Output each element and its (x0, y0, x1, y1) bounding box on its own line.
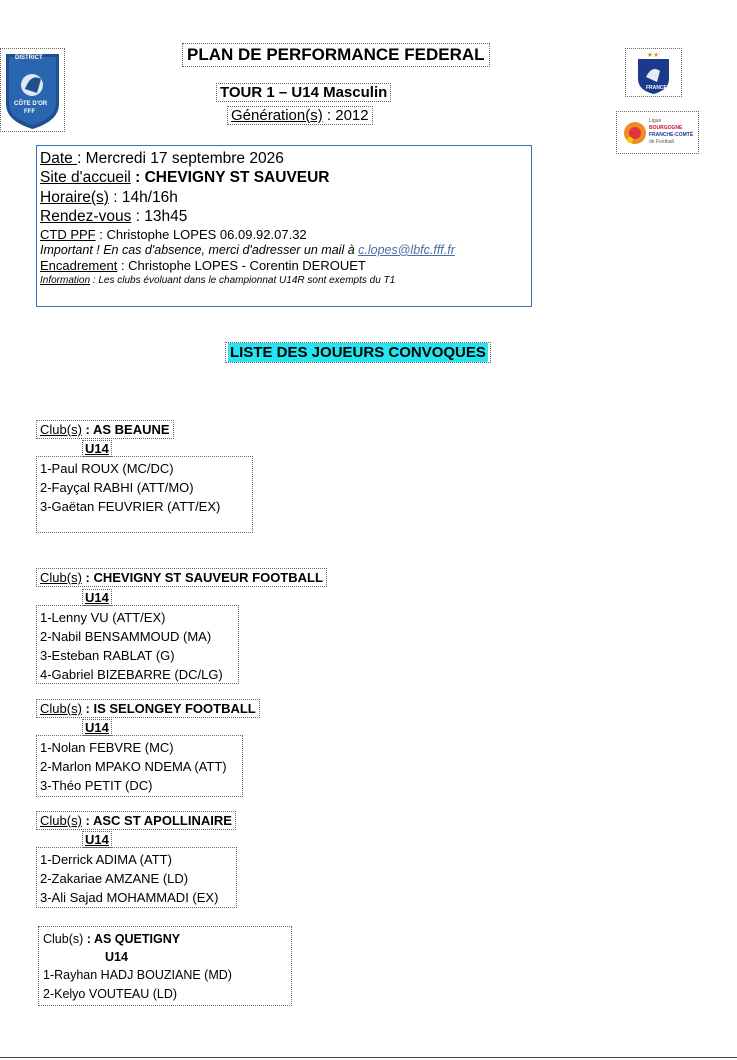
ligue-logo-line3: FRANCHE-COMTÉ (649, 132, 694, 138)
player-item: 3-Théo PETIT (DC) (40, 778, 153, 793)
encadrement-value: : Christophe LOPES - Corentin DEROUET (117, 258, 366, 274)
info-information (40, 275, 528, 288)
player-item: 2-Nabil BENSAMMOUD (MA) (40, 629, 212, 644)
club-label: Club(s) (40, 570, 82, 585)
info-ctd (40, 227, 528, 243)
ligue-logo-line1: Ligue (649, 118, 662, 124)
club-header-5 (43, 930, 287, 948)
district-logo-top: DISTRICT (15, 55, 43, 61)
information-value: : Les clubs évoluant dans le championnat U14R sont exempts du T1 (90, 274, 396, 286)
site-value: : CHEVIGNY ST SAUVEUR (130, 169, 330, 187)
players-list-title (225, 342, 491, 363)
club-players-4 (36, 847, 237, 908)
club-category-3: U14 (82, 719, 112, 736)
club-players-2 (36, 605, 239, 684)
player-item: 1-Nolan FEBVRE (MC) (40, 740, 174, 755)
svg-text:★★: ★★ (646, 52, 660, 59)
date-label: Date (40, 150, 78, 167)
site-label: Site d'accueil (40, 169, 131, 187)
tour-title: TOUR 1 – U14 Masculin (216, 83, 391, 102)
page-bottom-divider (0, 1057, 737, 1058)
club-players-3 (36, 735, 243, 797)
district-logo-fff: FFF (24, 109, 35, 115)
player-item: 4-Gabriel BIZEBARRE (DC/LG) (40, 667, 223, 682)
club-header-1 (36, 420, 174, 439)
club-category-5: U14 (105, 950, 128, 964)
club-name: : AS BEAUNE (81, 422, 170, 437)
info-encadrement (40, 258, 528, 274)
player-item: 1-Rayhan HADJ BOUZIANE (MD) (43, 968, 232, 982)
ligue-logo-line2: BOURGOGNE (649, 125, 683, 131)
club-header-2 (36, 568, 327, 587)
generation-value: : 2012 (322, 107, 369, 124)
date-value: : Mercredi 17 septembre 2026 (77, 150, 284, 167)
club-category-1: U14 (82, 440, 112, 457)
info-important (40, 243, 528, 259)
player-item: 1-Lenny VU (ATT/EX) (40, 610, 166, 625)
fff-logo-text: FRANCE (646, 85, 667, 91)
player-item: 3-Ali Sajad MOHAMMADI (EX) (40, 890, 219, 905)
info-date (40, 149, 528, 168)
club-name: : ASC ST APOLLINAIRE (81, 813, 232, 828)
club-category-4: U14 (82, 831, 112, 848)
club-header-3 (36, 699, 260, 718)
club-label: Club(s) (40, 701, 82, 716)
info-horaires (40, 188, 528, 207)
horaires-label: Horaire(s) (40, 188, 109, 206)
player-item: 2-Kelyo VOUTEAU (LD) (43, 987, 178, 1001)
info-site (40, 168, 528, 187)
club-name: : AS QUETIGNY (83, 932, 181, 946)
player-item: 2-Fayçal RABHI (ATT/MO) (40, 480, 194, 495)
club-box-5 (38, 926, 292, 1006)
player-item: 1-Paul ROUX (MC/DC) (40, 461, 174, 476)
encadrement-label: Encadrement (40, 258, 118, 274)
club-category-2: U14 (82, 589, 112, 606)
player-item: 3-Gaëtan FEUVRIER (ATT/EX) (40, 499, 221, 514)
important-text: Important ! En cas d'absence, merci d'adresser un mail à (40, 242, 359, 257)
ctd-value: : Christophe LOPES 06.09.92.07.32 (95, 226, 307, 242)
player-item: 2-Marlon MPAKO NDEMA (ATT) (40, 759, 227, 774)
contact-email-link[interactable]: c.lopes@lbfc.fff.fr (358, 242, 455, 257)
district-logo (1, 49, 64, 131)
players-list-title-text: LISTE DES JOUEURS CONVOQUES (230, 344, 486, 361)
rdv-value: : 13h45 (131, 208, 188, 226)
club-name: : IS SELONGEY FOOTBALL (81, 701, 256, 716)
ligue-logo-frame (616, 111, 699, 154)
player-item: 1-Derrick ADIMA (ATT) (40, 852, 172, 867)
page-title: PLAN DE PERFORMANCE FEDERAL (182, 43, 490, 67)
player-item: 3-Esteban RABLAT (G) (40, 648, 175, 663)
generation-label: Génération(s) (231, 107, 323, 124)
player-item: 2-Zakariae AMZANE (LD) (40, 871, 189, 886)
district-logo-frame (0, 48, 65, 132)
generation-line (227, 106, 373, 125)
ctd-label: CTD PPF (40, 226, 96, 242)
club-players-1 (36, 456, 253, 533)
district-logo-region: CÔTE D'OR (14, 101, 48, 107)
fff-logo-frame (625, 48, 682, 97)
info-rdv (40, 207, 528, 226)
club-label: Club(s) (43, 932, 84, 946)
information-label: Information (40, 274, 91, 286)
club-label: Club(s) (40, 813, 82, 828)
rdv-label: Rendez-vous (40, 208, 132, 226)
horaires-value: : 14h/16h (108, 188, 178, 206)
club-label: Club(s) (40, 422, 82, 437)
info-box (36, 145, 532, 307)
club-name: : CHEVIGNY ST SAUVEUR FOOTBALL (81, 570, 323, 585)
club-header-4 (36, 811, 236, 830)
ligue-logo-line4: de Football (649, 139, 674, 145)
